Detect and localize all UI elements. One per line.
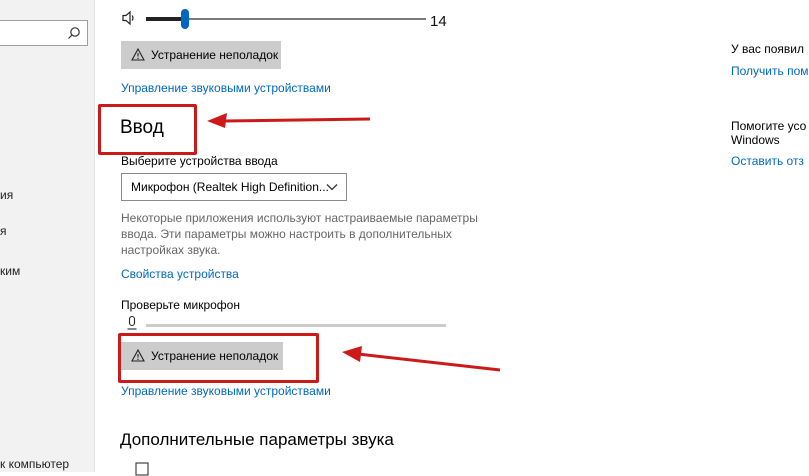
- advanced-sound-heading: Дополнительные параметры звука: [120, 430, 394, 449]
- feedback-link[interactable]: Оставить отз: [731, 154, 804, 168]
- nav-item[interactable]: я: [0, 224, 7, 238]
- description-line: ввода. Эти параметры можно настроить в дополнительных: [121, 227, 452, 241]
- button-label: Устранение неполадок: [151, 349, 279, 363]
- selected-device-value: Микрофон (Realtek High Definition...: [131, 180, 329, 194]
- input-description: [121, 210, 481, 258]
- sound-settings-main: [95, 0, 715, 472]
- device-properties-link[interactable]: Свойства устройства: [121, 267, 239, 281]
- nav-item[interactable]: к компьютер: [0, 457, 70, 471]
- input-manage-devices-link[interactable]: Управление звуковыми устройствами: [121, 384, 331, 398]
- mic-level-meter: [121, 316, 447, 330]
- mic-level-bar: [146, 324, 446, 327]
- volume-slider-thumb[interactable]: [181, 9, 189, 29]
- annotation-box-troubleshoot: [118, 333, 319, 383]
- input-device-label: Выберите устройства ввода: [121, 154, 278, 168]
- improve-text: Помогите усо: [731, 119, 807, 133]
- settings-icon: [135, 462, 149, 476]
- nav-item[interactable]: ким: [0, 264, 21, 278]
- nav-item[interactable]: ия: [0, 188, 14, 202]
- input-device-select[interactable]: [121, 173, 347, 201]
- annotation-box-input-heading: [98, 104, 197, 155]
- left-nav-pane: [0, 0, 95, 472]
- search-icon: [67, 26, 81, 40]
- get-help-link[interactable]: Получить пом: [731, 64, 809, 78]
- warning-icon: [131, 48, 145, 61]
- input-heading: Ввод: [120, 117, 164, 138]
- description-line: настройках звука.: [121, 243, 221, 257]
- chevron-down-icon: [326, 182, 338, 192]
- output-troubleshoot-button[interactable]: [121, 41, 281, 69]
- question-text: У вас появил: [731, 42, 804, 56]
- search-input[interactable]: [0, 20, 88, 46]
- description-line: Некоторые приложения используют настраиваемые параметры: [121, 211, 478, 225]
- speaker-icon: [122, 10, 136, 26]
- volume-value: 14: [430, 13, 447, 30]
- output-volume-row: [122, 8, 462, 32]
- volume-slider-fill: [146, 17, 185, 21]
- button-label: Устранение неполадок: [151, 48, 279, 62]
- test-mic-label: Проверьте микрофон: [121, 298, 240, 312]
- improve-text: Windows: [731, 133, 780, 147]
- annotation-arrow: [205, 108, 375, 132]
- output-manage-devices-link[interactable]: Управление звуковыми устройствами: [121, 81, 331, 95]
- annotation-arrow: [338, 342, 504, 376]
- right-info-pane: [727, 0, 809, 472]
- microphone-icon: [127, 316, 137, 330]
